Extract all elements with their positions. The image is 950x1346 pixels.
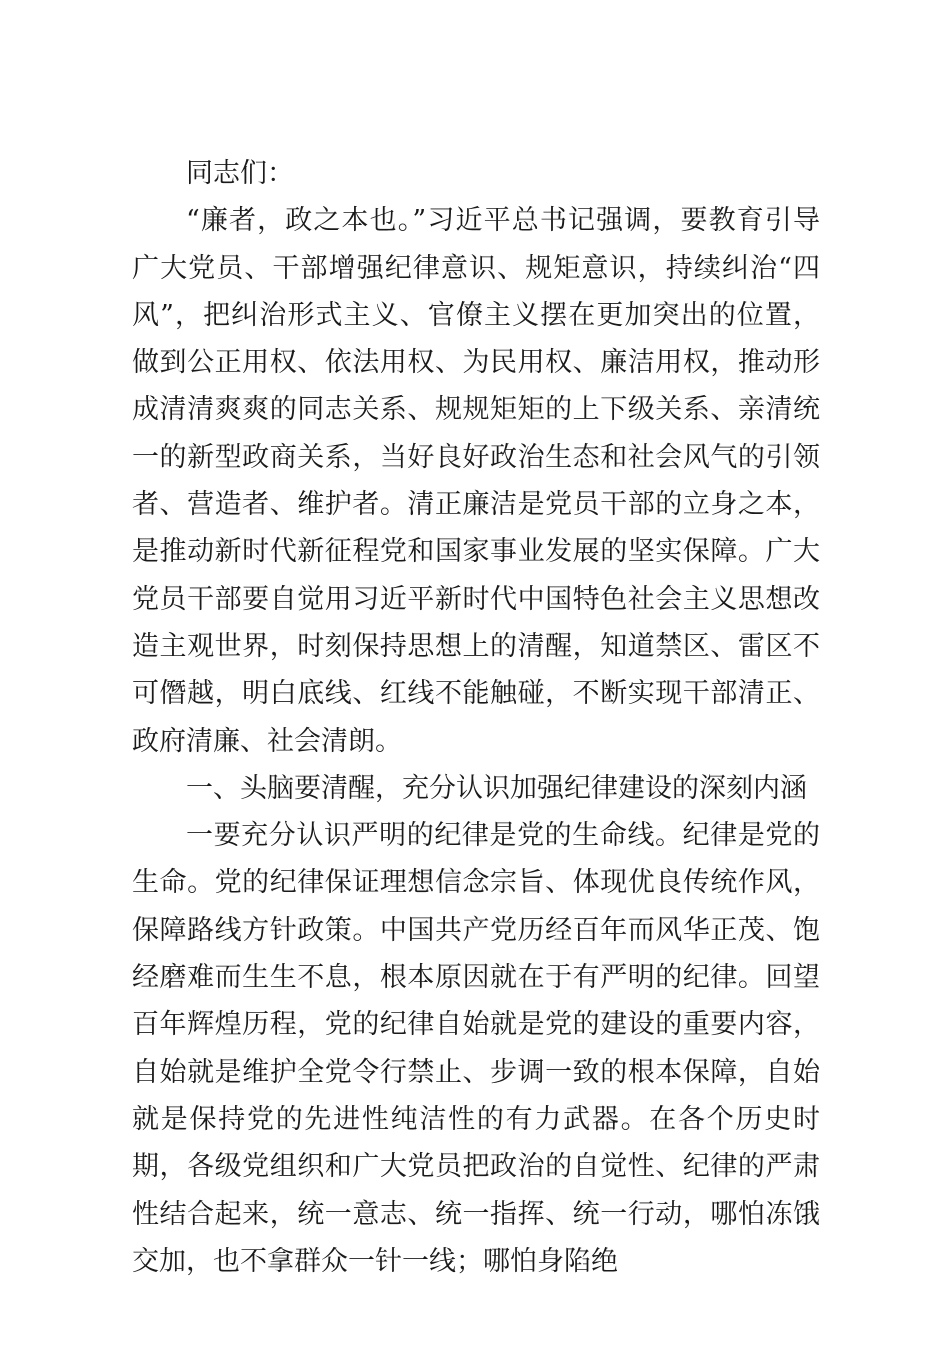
section-one-paragraph: 一要充分认识严明的纪律是党的生命线。纪律是党的生命。党的纪律保证理想信念宗旨、体现优良传统作风，保障路线方针政策。中国共产党历经百年而风华正茂、饱经磨难而生生不息，根本原因就在于有严明的纪律。回望百年辉煌历程，党的纪律自始就是党的建设的重要内容，自始就是维护全党令行禁止、步调一致的根本保障，自始就是保持党的先进性纯洁性的有力武器。在各个历史时期，各级党组织和广大党员把政治的自觉性、纪律的严肃性结合起来，统一意志、统一指挥、统一行动，哪怕冻饿交加，也不拿群众一针一线；哪怕身陷绝 [132,820,820,1277]
intro-paragraph: “廉者，政之本也。”习近平总书记强调，要教育引导广大党员、干部增强纪律意识、规矩意识，持续纠治“四风”，把纠治形式主义、官僚主义摆在更加突出的位置，做到公正用权、依法用权、为民用权、廉洁用权，推动形成清清爽爽的同志关系、规规矩矩的上下级关系、亲清统一的新型政商关系，当好良好政治生态和社会风气的引领者、营造者、维护者。清正廉洁是党员干部的立身之本，是推动新时代新征程党和国家事业发展的坚实保障。广大党员干部要自觉用习近平新时代中国特色社会主义思想改造主观世界，时刻保持思想上的清醒，知道禁区、雷区不可僭越，明白底线、红线不能触碰，不断实现干部清正、政府清廉、社会清朗。 [132,205,820,757]
section-one-heading: 一、头脑要清醒，充分认识加强纪律建设的深刻内涵 [186,772,807,804]
document-body [132,150,820,1285]
salutation: 同志们： [186,158,294,189]
